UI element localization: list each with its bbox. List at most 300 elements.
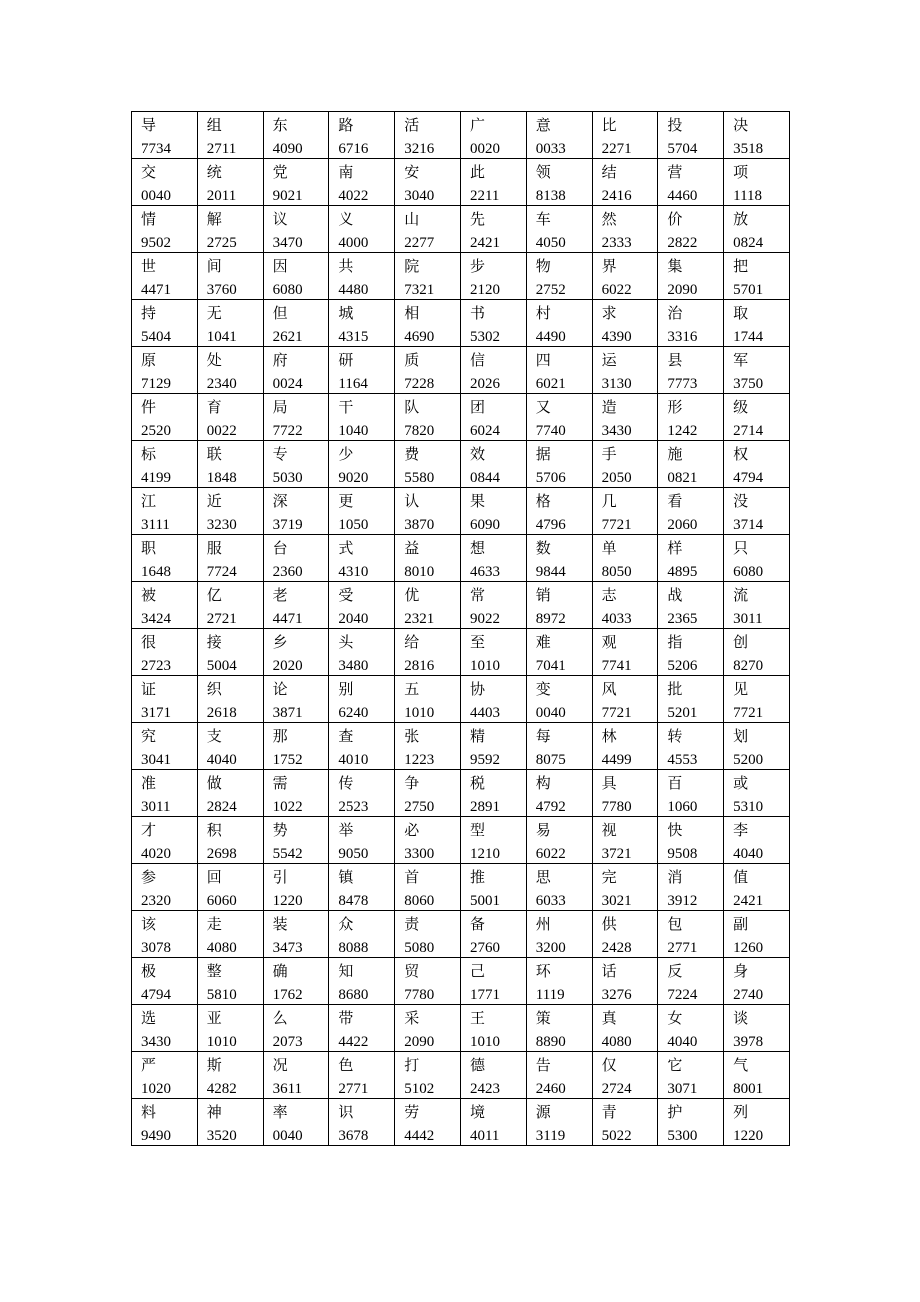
character: 步 (469, 257, 485, 275)
character-code: 4050 (535, 235, 566, 251)
character-code: 3276 (601, 987, 632, 1003)
character: 亿 (206, 586, 222, 604)
table-cell (329, 253, 395, 300)
character: 色 (338, 1056, 354, 1074)
character-code: 7820 (404, 423, 435, 439)
character-code: 5022 (601, 1128, 632, 1144)
table-cell (658, 817, 724, 864)
table-cell (526, 817, 592, 864)
character-code: 3011 (733, 611, 763, 627)
character: 看 (667, 492, 683, 510)
character-code: 8478 (338, 893, 369, 909)
table-cell (460, 488, 526, 535)
character: 知 (338, 962, 354, 980)
character: 议 (272, 210, 288, 228)
character-code: 3518 (733, 141, 764, 157)
table-cell (658, 676, 724, 723)
character-code: 2320 (141, 893, 171, 909)
character-code: 7321 (404, 282, 435, 298)
table-cell (724, 1052, 790, 1099)
table-cell (197, 864, 263, 911)
character: 样 (667, 539, 683, 557)
table-cell (329, 300, 395, 347)
character-code: 2060 (667, 517, 698, 533)
table-cell (132, 394, 198, 441)
character-code: 9022 (469, 611, 500, 627)
character-code: 1762 (272, 987, 303, 1003)
character: 李 (733, 821, 749, 839)
table-row (132, 159, 790, 206)
table-cell (395, 112, 461, 159)
table-cell (526, 535, 592, 582)
character-code: 0040 (535, 705, 566, 721)
character: 境 (469, 1103, 485, 1121)
character-code: 4390 (601, 329, 632, 345)
table-cell (658, 958, 724, 1005)
character: 台 (272, 539, 288, 557)
character: 很 (141, 633, 157, 651)
table-cell (724, 394, 790, 441)
character-code: 1118 (733, 188, 763, 204)
character: 村 (535, 304, 551, 322)
character: 究 (141, 727, 157, 745)
table-cell (132, 535, 198, 582)
character-code: 3719 (272, 517, 303, 533)
table-cell (658, 159, 724, 206)
character: 只 (733, 539, 749, 557)
character: 思 (535, 868, 551, 886)
table-row (132, 958, 790, 1005)
character: 此 (469, 163, 485, 181)
character: 型 (469, 821, 485, 839)
table-row (132, 864, 790, 911)
character: 消 (667, 868, 683, 886)
character: 安 (404, 163, 420, 181)
character-code: 7224 (667, 987, 698, 1003)
character: 那 (272, 727, 288, 745)
character-code: 3040 (404, 188, 435, 204)
character: 取 (733, 304, 749, 322)
table-cell (329, 394, 395, 441)
character-code: 4022 (338, 188, 369, 204)
character: 党 (272, 163, 288, 181)
character-code: 2423 (469, 1081, 500, 1097)
table-cell (460, 300, 526, 347)
character: 亚 (206, 1009, 222, 1027)
table-cell (197, 488, 263, 535)
character-code: 0033 (535, 141, 566, 157)
character-code: 2523 (338, 799, 369, 815)
character-code: 2421 (469, 235, 500, 251)
character-code: 2771 (338, 1081, 369, 1097)
table-cell (132, 864, 198, 911)
table-cell (329, 1099, 395, 1146)
table-cell (395, 1099, 461, 1146)
character-code: 4011 (469, 1128, 500, 1144)
character: 完 (601, 868, 617, 886)
character-code: 1010 (469, 658, 500, 674)
character: 优 (404, 586, 420, 604)
character: 集 (667, 257, 683, 275)
table-cell (526, 488, 592, 535)
character-code: 2120 (469, 282, 500, 298)
character-code: 8890 (535, 1034, 566, 1050)
table-cell (197, 159, 263, 206)
table-cell (592, 723, 658, 770)
character-code: 3978 (733, 1034, 764, 1050)
table-cell (329, 1052, 395, 1099)
character-code: 3470 (272, 235, 303, 251)
table-cell (395, 770, 461, 817)
table-cell (197, 723, 263, 770)
character: 城 (338, 304, 354, 322)
character-code: 4471 (272, 611, 303, 627)
character: 备 (469, 915, 485, 933)
character: 情 (141, 210, 157, 228)
table-cell (395, 394, 461, 441)
character: 研 (338, 351, 354, 369)
character-code: 8010 (404, 564, 435, 580)
character-code: 2011 (206, 188, 237, 204)
character-code: 2816 (404, 658, 435, 674)
character: 信 (469, 351, 485, 369)
character-code: 3871 (272, 705, 303, 721)
character: 山 (404, 210, 420, 228)
character-code: 8060 (404, 893, 435, 909)
character: 世 (141, 257, 157, 275)
table-cell (132, 676, 198, 723)
character-code: 2277 (404, 235, 435, 251)
character-code: 3714 (733, 517, 764, 533)
character-code: 4282 (206, 1081, 237, 1097)
character-code: 9021 (272, 188, 303, 204)
character: 证 (141, 680, 157, 698)
character: 斯 (206, 1056, 222, 1074)
table-cell (132, 1052, 198, 1099)
table-cell (263, 253, 329, 300)
table-cell (197, 629, 263, 676)
character-code: 1050 (338, 517, 369, 533)
character-code: 3424 (141, 611, 171, 627)
character-code: 5201 (667, 705, 698, 721)
character-code: 3750 (733, 376, 764, 392)
table-cell (592, 1099, 658, 1146)
character: 传 (338, 774, 354, 792)
character-code: 4633 (469, 564, 500, 580)
character: 广 (469, 116, 485, 134)
character-code: 4553 (667, 752, 698, 768)
character-code: 0821 (667, 470, 698, 486)
character-code: 1223 (404, 752, 435, 768)
character: 列 (733, 1103, 749, 1121)
table-cell (724, 864, 790, 911)
character-code: 2040 (338, 611, 369, 627)
table-cell (724, 770, 790, 817)
table-cell (329, 112, 395, 159)
character-code: 1041 (206, 329, 237, 345)
character: 乡 (272, 633, 288, 651)
character: 式 (338, 539, 354, 557)
character: 至 (469, 633, 485, 651)
character-code: 6033 (535, 893, 566, 909)
character: 路 (338, 116, 354, 134)
character: 百 (667, 774, 683, 792)
character: 营 (667, 163, 683, 181)
table-cell (658, 394, 724, 441)
character: 变 (535, 680, 551, 698)
table-cell (263, 723, 329, 770)
character: 职 (141, 539, 157, 557)
character: 级 (733, 398, 749, 416)
table-row (132, 347, 790, 394)
table-cell (132, 770, 198, 817)
table-cell (197, 441, 263, 488)
character: 运 (601, 351, 617, 369)
character: 治 (667, 304, 683, 322)
table-cell (395, 582, 461, 629)
table-cell (460, 911, 526, 958)
table-cell (395, 1052, 461, 1099)
character-code: 2711 (206, 141, 237, 157)
character: 必 (404, 821, 420, 839)
table-cell (460, 864, 526, 911)
character-code: 9508 (667, 846, 698, 862)
character-code: 3041 (141, 752, 171, 768)
character: 确 (272, 962, 288, 980)
character-code: 2891 (469, 799, 500, 815)
character-code: 8001 (733, 1081, 764, 1097)
table-cell (658, 441, 724, 488)
table-cell (263, 864, 329, 911)
table-cell (658, 300, 724, 347)
character: 协 (469, 680, 485, 698)
character-code: 2321 (404, 611, 435, 627)
character: 整 (206, 962, 222, 980)
character-code: 3721 (601, 846, 632, 862)
character-code: 6021 (535, 376, 566, 392)
character: 视 (601, 821, 617, 839)
table-cell (329, 629, 395, 676)
character-code: 5810 (206, 987, 237, 1003)
table-cell (263, 441, 329, 488)
character-code: 0020 (469, 141, 500, 157)
character: 真 (601, 1009, 617, 1027)
character-code: 2211 (469, 188, 500, 204)
character-code: 4040 (206, 752, 237, 768)
character: 风 (601, 680, 617, 698)
character: 数 (535, 539, 551, 557)
character: 院 (404, 257, 420, 275)
table-cell (329, 1005, 395, 1052)
character-code: 3011 (141, 799, 171, 815)
table-cell (724, 1005, 790, 1052)
character-code: 3230 (206, 517, 237, 533)
table-row (132, 253, 790, 300)
table-cell (395, 535, 461, 582)
character: 先 (469, 210, 485, 228)
table-cell (460, 723, 526, 770)
character: 贸 (404, 962, 420, 980)
character-code: 1220 (272, 893, 303, 909)
character-code: 9592 (469, 752, 500, 768)
character: 话 (601, 962, 617, 980)
character: 据 (535, 445, 551, 463)
table-cell (329, 723, 395, 770)
table-cell (592, 159, 658, 206)
character: 专 (272, 445, 288, 463)
character-code: 4490 (535, 329, 566, 345)
table-cell (724, 676, 790, 723)
table-cell (263, 159, 329, 206)
character-code: 5310 (733, 799, 764, 815)
character: 每 (535, 727, 551, 745)
character-code: 4895 (667, 564, 698, 580)
table-cell (132, 1005, 198, 1052)
character: 势 (272, 821, 288, 839)
table-cell (263, 817, 329, 864)
table-cell (132, 159, 198, 206)
table-cell (263, 347, 329, 394)
character-code: 3430 (601, 423, 632, 439)
character: 五 (404, 680, 420, 698)
character: 四 (535, 351, 551, 369)
character: 认 (404, 492, 420, 510)
character-code: 1220 (733, 1128, 764, 1144)
table-cell (395, 629, 461, 676)
character-code: 1752 (272, 752, 303, 768)
character: 见 (733, 680, 749, 698)
character-code: 1010 (469, 1034, 500, 1050)
table-cell (132, 958, 198, 1005)
character: 供 (601, 915, 617, 933)
character-code: 2724 (601, 1081, 632, 1097)
table-cell (658, 488, 724, 535)
table-cell (526, 441, 592, 488)
table-cell (526, 864, 592, 911)
table-cell (592, 441, 658, 488)
character: 放 (733, 210, 749, 228)
character: 气 (733, 1056, 749, 1074)
table-row (132, 723, 790, 770)
character: 因 (272, 257, 288, 275)
character-code: 3300 (404, 846, 435, 862)
character: 标 (141, 445, 157, 463)
table-cell (724, 958, 790, 1005)
table-cell (395, 958, 461, 1005)
table-cell (724, 535, 790, 582)
character-code: 8680 (338, 987, 369, 1003)
table-cell (263, 300, 329, 347)
character: 把 (733, 257, 749, 275)
character: 王 (469, 1009, 485, 1027)
character: 车 (535, 210, 551, 228)
character: 划 (733, 727, 749, 745)
character-code: 1260 (733, 940, 764, 956)
table-cell (263, 488, 329, 535)
table-cell (526, 347, 592, 394)
table-cell (460, 347, 526, 394)
character: 谈 (733, 1009, 749, 1027)
table-cell (658, 347, 724, 394)
table-cell (724, 347, 790, 394)
character: 林 (601, 727, 617, 745)
character-code: 8972 (535, 611, 566, 627)
character-code: 1242 (667, 423, 698, 439)
character-code: 2026 (469, 376, 500, 392)
table-cell (197, 911, 263, 958)
character: 州 (535, 915, 551, 933)
character-code: 5080 (404, 940, 435, 956)
table-body (132, 112, 790, 1146)
table-row (132, 394, 790, 441)
character: 率 (272, 1103, 288, 1121)
character-code: 6080 (733, 564, 764, 580)
character-code: 4040 (667, 1034, 698, 1050)
character: 义 (338, 210, 354, 228)
table-cell (132, 1099, 198, 1146)
table-cell (526, 770, 592, 817)
character: 无 (206, 304, 222, 322)
table-cell (329, 441, 395, 488)
character-code: 8138 (535, 188, 566, 204)
character: 劳 (404, 1103, 420, 1121)
character: 想 (469, 539, 485, 557)
table-cell (263, 911, 329, 958)
character: 查 (338, 727, 354, 745)
character-code: 2090 (404, 1034, 435, 1050)
character: 神 (206, 1103, 222, 1121)
character: 形 (667, 398, 683, 416)
table-cell (460, 676, 526, 723)
character: 走 (206, 915, 222, 933)
character-code: 6716 (338, 141, 369, 157)
character-code: 2824 (206, 799, 237, 815)
table-cell (329, 770, 395, 817)
character-code: 2723 (141, 658, 171, 674)
table-cell (526, 1052, 592, 1099)
character: 指 (667, 633, 683, 651)
character-code: 6022 (535, 846, 566, 862)
table-cell (724, 300, 790, 347)
character-code: 2520 (141, 423, 171, 439)
table-cell (395, 911, 461, 958)
table-cell (592, 770, 658, 817)
table-cell (526, 629, 592, 676)
character: 近 (206, 492, 222, 510)
character-code: 7734 (141, 141, 171, 157)
table-row (132, 911, 790, 958)
table-cell (658, 864, 724, 911)
character-code: 8050 (601, 564, 632, 580)
character-code: 4794 (141, 987, 171, 1003)
character-code: 9490 (141, 1128, 171, 1144)
character: 常 (469, 586, 485, 604)
character-code: 1648 (141, 564, 171, 580)
table-cell (592, 112, 658, 159)
character: 费 (404, 445, 420, 463)
table-cell (460, 817, 526, 864)
table-cell (197, 394, 263, 441)
character-code: 2460 (535, 1081, 566, 1097)
character: 构 (535, 774, 551, 792)
character: 极 (141, 962, 157, 980)
character: 易 (535, 821, 551, 839)
character-code: 2090 (667, 282, 698, 298)
character-code: 4199 (141, 470, 171, 486)
table-cell (329, 488, 395, 535)
table-cell (460, 206, 526, 253)
table-row (132, 1052, 790, 1099)
